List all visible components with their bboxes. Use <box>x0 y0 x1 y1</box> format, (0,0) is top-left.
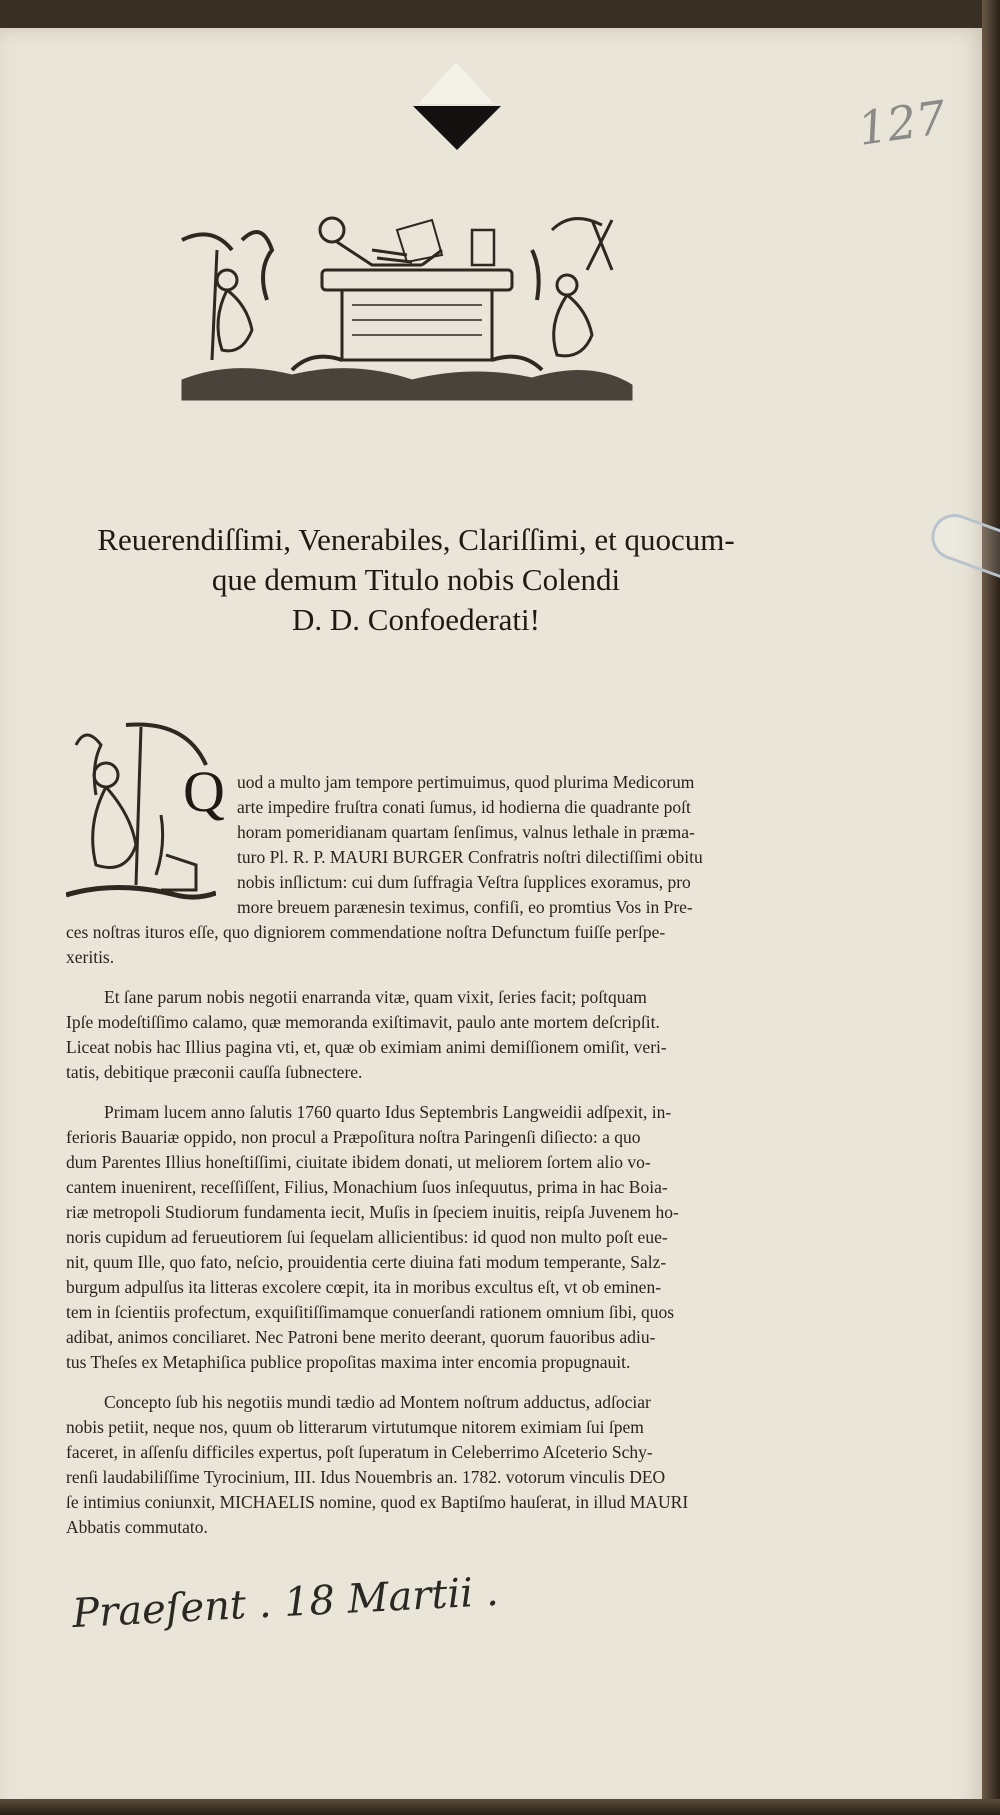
drop-cap: Q <box>183 759 225 824</box>
heading-line-1: Reuerendiſſimi, Venerabiles, Clariſſimi, et quocum- <box>97 522 735 557</box>
p4-line-2: nobis petiit, neque nos, quum ob litterarum virtutumque nitorem eximiam ſui ſpem <box>66 1417 644 1437</box>
p3-line-7: nit, quum Ille, quo fato, neſcio, prouidentia certe diuina fati modum temperante, Salz- <box>66 1252 667 1272</box>
p1-line-4: turo Pl. R. P. MAURI BURGER Confratris noſtri dilectiſſimi obitu <box>237 847 703 867</box>
page-bottom-shadow <box>0 1799 1000 1815</box>
p4-line-6: Abbatis commutato. <box>66 1517 208 1537</box>
p1-line-5: nobis inſlictum: cui dum ſuffragia Veſtra ſupplices exoramus, pro <box>237 872 691 892</box>
p3-line-8: burgum adpulſus ita litteras excolere cœpit, ita in moribus excultus eſt, vt ob eminen- <box>66 1277 662 1297</box>
p2-line-1: Et ſane parum nobis negotii enarranda vitæ, quam vixit, ſeries facit; poſtquam <box>104 987 647 1007</box>
p1-line-6: more breuem parænesin teximus, confiſi, eo promtius Vos in Pre- <box>237 897 693 917</box>
heading-line-3: D. D. Confoederati! <box>292 602 540 637</box>
heading-line-2: que demum Titulo nobis Colendi <box>211 562 621 597</box>
p2-line-3: Liceat nobis hac Illius pagina vti, et, quæ ob eximiam animi demiſſionem omiſit, veri- <box>66 1037 667 1057</box>
handwritten-note: Praeſent . 18 Martii . <box>71 1568 500 1638</box>
p3-line-11: tus Theſes ex Metaphiſica publice propoſitas maxima inter encomia propugnauit. <box>66 1352 631 1372</box>
p3-line-2: ferioris Bauariæ oppido, non procul a Præpoſitura noſtra Paringenſi diſiecto: a quo <box>66 1127 641 1147</box>
p3-line-4: cantem inuenirent, receſſiſſent, Filius, Monachium ſuos inſequutus, prima in hac Boia- <box>66 1177 668 1197</box>
p2-line-4: tatis, debitique præconii cauſſa ſubnectere. <box>66 1062 363 1082</box>
p3-line-3: dum Parentes Illius honeſtiſſimi, ciuitate ibidem donati, ut meliorem ſortem alio vo- <box>66 1152 651 1172</box>
p3-line-1: Primam lucem anno ſalutis 1760 quarto Idus Septembris Langweidii adſpexit, in- <box>104 1102 672 1122</box>
p3-line-6: noris cupidum ad ferueutiorem ſui ſequelam allicientibus: id quod non multo poſt eue- <box>66 1227 668 1247</box>
address-heading <box>66 520 766 640</box>
p1-line-8: xeritis. <box>66 947 115 967</box>
p4-line-1: Concepto ſub his negotiis mundi tædio ad Montem noſtrum adductus, adſociar <box>104 1392 651 1412</box>
p1-line-2: arte impedire fruſtra conati ſumus, id hodierna die quadrante poſt <box>237 797 691 817</box>
p2-line-2: Ipſe modeſtiſſimo calamo, quæ memoranda exiſtimavit, paulo ante mortem deſcripſit. <box>66 1012 660 1032</box>
p3-line-10: adibat, animos conciliaret. Nec Patroni bene merito deerant, quorum fauoribus adiu- <box>66 1327 656 1347</box>
page-edge-shadow <box>982 0 1000 1815</box>
p4-line-3: faceret, in aſſenſu difficiles expertus, poſt ſuperatum in Celeberrimo Aſceterio Schy- <box>66 1442 653 1462</box>
p4-line-5: ſe intimius coniunxit, MICHAELIS nomine, quod ex Baptiſmo hauſerat, in illud MAURI <box>66 1492 689 1512</box>
folio-number: 127 <box>854 90 950 156</box>
p1-line-3: horam pomeridianam quartam ſenſimus, valnus lethale in præma- <box>237 822 695 842</box>
p4-line-4: renſi laudabiliſſime Tyrocinium, III. Idus Nouembris an. 1782. votorum vinculis DEO <box>66 1467 666 1487</box>
tear-flap <box>418 62 494 104</box>
skeleton-vignette-image <box>172 210 637 410</box>
p3-line-5: riæ metropoli Studiorum fundamenta iecit, Muſis in ſpeciem inuitis, reipſa Juvenem ho- <box>66 1202 679 1222</box>
p1-line-7: ces noſtras ituros eſſe, quo digniorem commendatione noſtra Defunctum fuiſſe perſpe- <box>66 922 666 942</box>
tear-hole <box>413 106 501 150</box>
p1-line-1: uod a multo jam tempore pertimuimus, quod plurima Medicorum <box>237 772 695 792</box>
p3-line-9: tem in ſcientiis profectum, exquiſitiſſimamque conuerſandi rationem omnium ſibi, quos <box>66 1302 675 1322</box>
